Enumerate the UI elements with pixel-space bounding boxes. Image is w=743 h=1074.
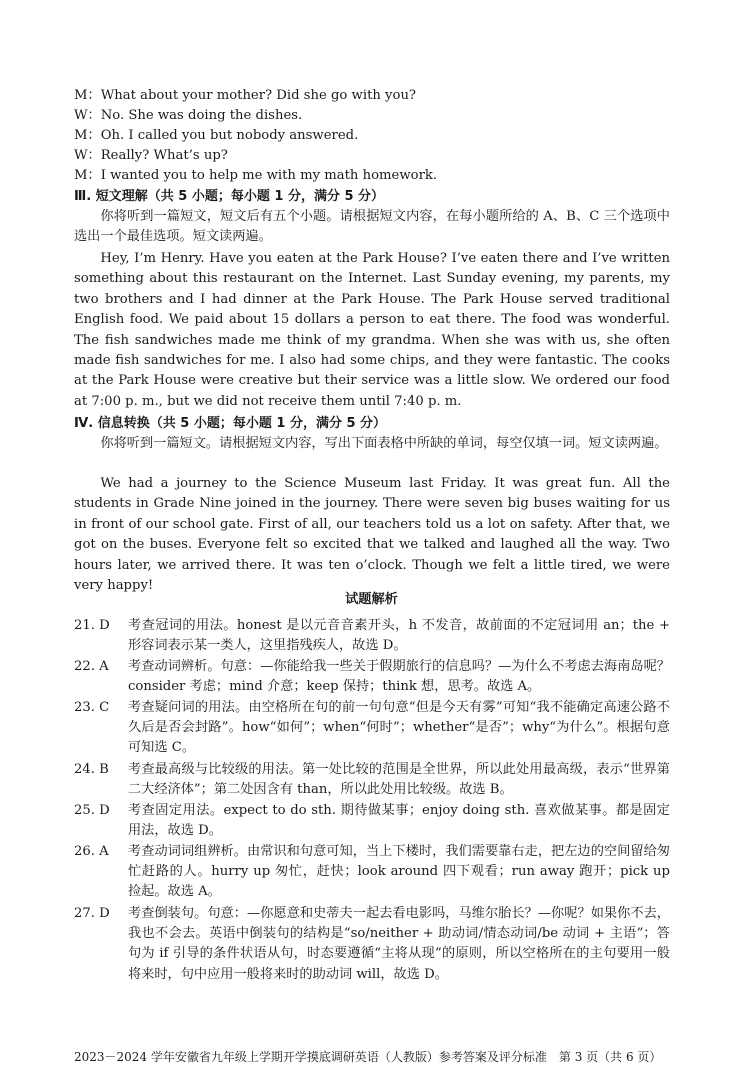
answer-explanation: 考查冠词的用法。honest 是以元音音素开头，h 不发音，故前面的不定冠词用 an；the + 形容词表示某一类人，这里指残疾人，故选 D。 <box>128 618 670 654</box>
answer-explanation: 考查动词辨析。句意：—你能给我一些关于假期旅行的信息吗？—为什么不考虑去海南岛呢？consider 考虑；mind 介意；keep 保持；think 想，思考。故选 A。 <box>128 659 670 695</box>
answer-explanation: 考查固定用法。expect to do sth. 期待做某事；enjoy doing sth. 喜欢做某事。都是固定用法，故选 D。 <box>128 803 670 839</box>
answer-number: 21. D <box>74 618 110 633</box>
answer-number: 22. A <box>74 659 109 674</box>
dialogue-line: M：Oh. I called you but nobody answered. <box>74 128 359 143</box>
analysis-title: 试题解析 <box>345 592 398 607</box>
answer-item <box>74 760 670 800</box>
answer-number: 24. B <box>74 762 109 777</box>
answer-item <box>74 616 670 656</box>
dialogue-line: M：I wanted you to help me with my math homework. <box>74 168 438 183</box>
section-3-passage: Hey, I’m Henry. Have you eaten at the Park House? I’ve eaten there and I’ve written something about this restaurant on the Internet. Last Sunday evening, my parents, my two brothers and I had dinner at the Park House. The Park House served traditional English food. We paid about 15 dollars a person to eat there. The food was wonderful. The fish sandwiches made me think of my grandma. When she was with us, she often made fish sandwiches for me. I also had some chips, and they were fantastic. The cooks at the Park House were creative but their service was a little slow. We ordered our food at 7:00 p. m., but we did not receive them until 7:40 p. m. <box>74 251 670 409</box>
answer-number: 25. D <box>74 803 110 818</box>
section-4-instruction: 你将听到一篇短文。请根据短文内容，写出下面表格中所缺的单词，每空仅填一词。短文读两遍。 <box>100 436 668 451</box>
dialogue-line: W：Really? What’s up? <box>74 148 228 163</box>
answer-item <box>74 842 670 903</box>
section-3-instruction: 你将听到一篇短文，短文后有五个小题。请根据短文内容，在每小题所给的 A、B、C 三个选项中选出一个最佳选项。短文读两遍。 <box>74 209 670 245</box>
answer-explanation: 考查疑问词的用法。由空格所在句的前一句句意“但是今天有雾”可知“我不能确定高速公路不久后是否会封路”。how“如何”；when“何时”；whether“是否”；why“为什么”。根据句意可知选 C。 <box>128 700 670 756</box>
answer-explanation: 考查倒装句。句意：—你愿意和史蒂夫一起去看电影吗，马维尔胎长？—你呢？如果你不去，我也不会去。英语中倒装句的结构是“so/neither + 助动词/情态动词/be 动词 + 主语”；答句为 if 引导的条件状语从句，时态要遵循“主将从现”的原则，所以空格所在的主句要用一般将来时，句中应用一般将来时的助动词 will，故选 D。 <box>128 906 670 982</box>
answer-item <box>74 657 670 697</box>
page-footer: 2023－2024 学年安徽省九年级上学期开学摸底调研英语（人教版）参考答案及评分标准 第 3 页（共 6 页） <box>74 1050 662 1064</box>
answer-number: 23. C <box>74 700 110 715</box>
answer-item <box>74 698 670 759</box>
answer-item <box>74 904 670 985</box>
answer-item <box>74 801 670 841</box>
dialogue-line: W：No. She was doing the dishes. <box>74 108 303 123</box>
section-4-passage: We had a journey to the Science Museum last Friday. It was great fun. All the students in Grade Nine joined in the journey. There were seven big buses waiting for us in front of our school gate. First of all, our teachers told us a lot on safety. After that, we got on the buses. Everyone felt so excited that we talked and laughed all the way. Two hours later, we arrived there. It was ten o’clock. Though we felt a little tired, we were very happy! <box>74 476 670 594</box>
section-4-heading: Ⅳ. 信息转换（共 5 小题；每小题 1 分，满分 5 分） <box>74 416 387 431</box>
answer-explanation: 考查最高级与比较级的用法。第一处比较的范围是全世界，所以此处用最高级，表示“世界第二大经济体”；第二处因含有 than，所以此处用比较级。故选 B。 <box>128 762 670 798</box>
dialogue-line: M：What about your mother? Did she go with you? <box>74 88 417 103</box>
answer-explanation: 考查动词词组辨析。由常识和句意可知，当上下楼时，我们需要靠右走，把左边的空间留给匆忙赶路的人。hurry up 匆忙，赶快；look around 四下观看；run away 跑开；pick up 捡起。故选 A。 <box>128 844 670 900</box>
answer-number: 26. A <box>74 844 109 859</box>
answer-number: 27. D <box>74 906 110 921</box>
section-3-heading: Ⅲ. 短文理解（共 5 小题；每小题 1 分，满分 5 分） <box>74 189 385 204</box>
